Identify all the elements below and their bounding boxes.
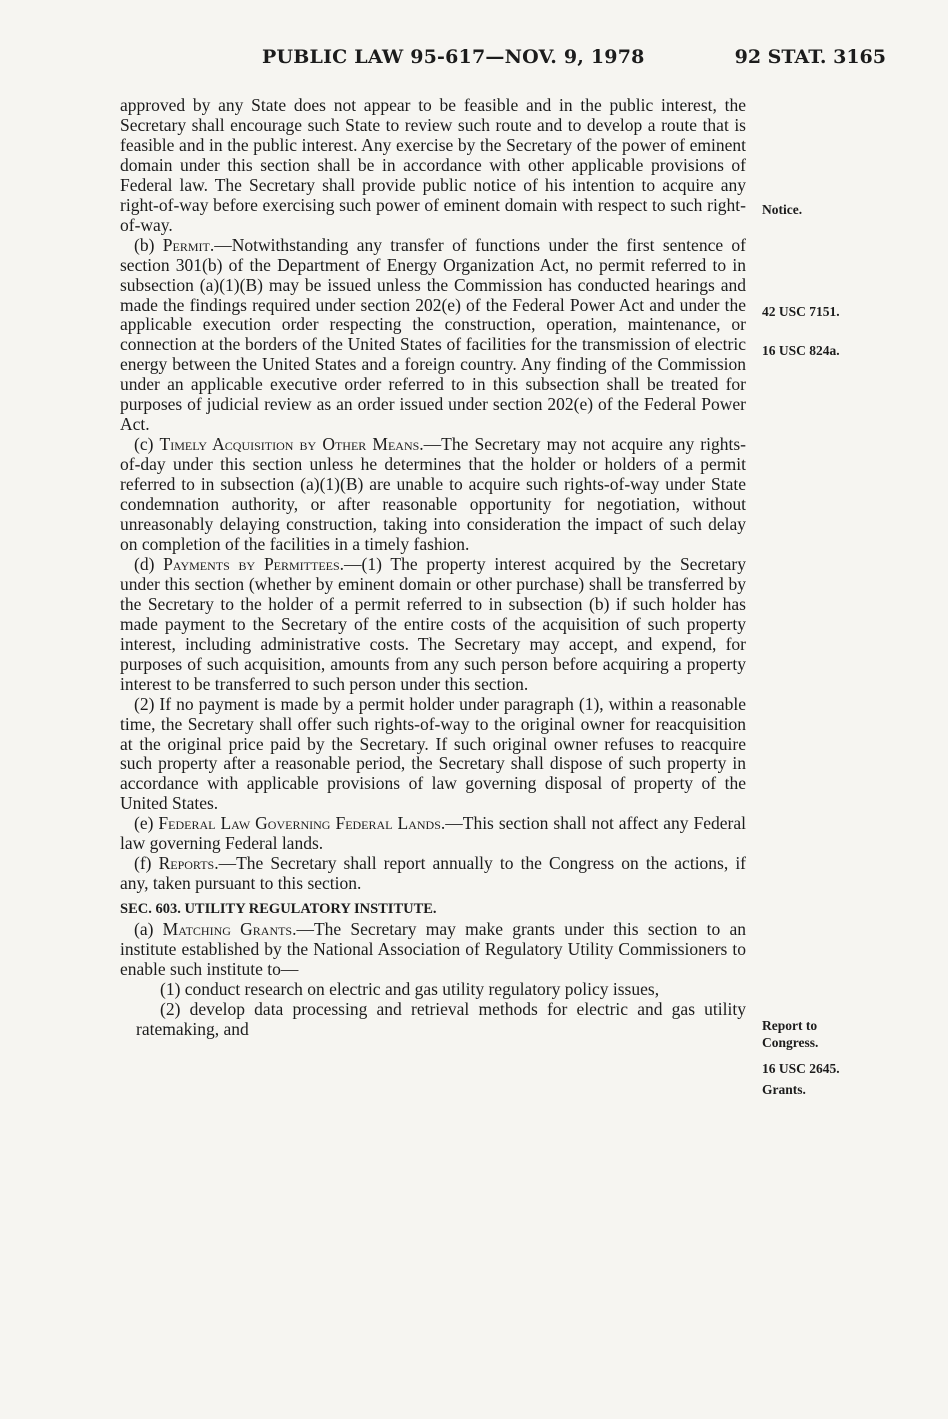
law-title: PUBLIC LAW 95-617—NOV. 9, 1978 [262, 46, 645, 68]
subsection-a-label: (a) [134, 919, 163, 940]
subsection-e-heading: Federal Law Governing Federal Lands. [158, 813, 446, 834]
subsection-f-text: —The Secretary shall report annually to the Congress on the actions, if any, taken pursuant to this section. [120, 853, 747, 894]
subsection-e [120, 814, 746, 854]
subsection-d-2: (2) If no payment is made by a permit holder under paragraph (1), within a reasonable time, the Secretary shall offer such rights-of-way to the original owner for reacquisition at the original price paid by the Secretary. If such original owner refuses to reacquire such property after a reasonable period, the Secretary shall dispose of such property in accordance with applicable provisions of law governing disposal of property of the United States. [120, 693, 746, 814]
subsection-e-label: (e) [134, 813, 159, 834]
subsection-f [120, 854, 746, 894]
body-text [120, 96, 746, 1040]
subsection-a [120, 920, 746, 980]
paragraph-continued: approved by any State does not appear to be feasible and in the public interest, the Secretary shall encourage such State to review such route and to develop a route that is feasible and in the public interest. Any exercise by the Secretary of the power of eminent domain under this section shall be in accordance with other applicable provisions of Federal law. The Secretary shall provide public notice of his intention to acquire any right-of-way before exercising such power of eminent domain with respect to such right-of-way. [120, 95, 746, 235]
subsection-b [120, 236, 746, 436]
subsection-c-label: (c) [134, 434, 160, 455]
list-item-1: (1) conduct research on electric and gas utility regulatory policy issues, [160, 978, 660, 999]
subsection-d-label: (d) [134, 553, 164, 574]
subsection-b-heading: Permit. [162, 234, 215, 255]
subsection-e-text: —This section shall not affect any Federal law governing Federal lands. [120, 813, 747, 854]
statute-page: 92 STAT. 3165 [734, 46, 886, 68]
margin-note-grants: Grants. [762, 1082, 806, 1097]
subsection-b-label: (b) [134, 234, 163, 255]
subsection-b-text: —Notwithstanding any transfer of functions under the first sentence of section 301(b) of the Department of Energy Organization Act, no permit referred to in subsection (a)(1)(B) may be issued unless the Commission has conducted hearings and made the findings required under section 202(e) of the Federal Power Act and under the applicable execution order respecting the construction, operation, maintenance, or connection at the borders of the United States of facilities for the transmission of electric energy between the United States and a foreign country. Any finding of the Commission under an applicable executive order referred to in this subsection shall be treated for purposes of judicial review as an order issued under section 202(e) of the Federal Power Act. [120, 234, 747, 435]
subsection-c-text: —The Secretary may not acquire any rights-of-day under this section unless he determines that the holder or holders of a permit referred to in subsection (a)(1)(B) are unable to acquire such rights-of-way under State condemnation authority, or after reasonable opportunity for negotiation, without unreasonably delaying construction, taking into consideration the impact of such delay on completion of the facilities in a timely fashion. [120, 434, 746, 554]
margin-note-report-to-congress: Report to Congress. [762, 1018, 819, 1050]
margin-note-notice: Notice. [762, 202, 803, 217]
subsection-a-heading: Matching Grants. [162, 919, 297, 940]
subsection-d-text: —(1) The property interest acquired by the Secretary under this section (whether by eminent domain or other purchase) shall be transferred by the Secretary to the holder of a permit referred to in subsection (b) if such holder has made payment to the Secretary of the entire costs of the acquisition of such property interest, including administrative costs. The Secretary may accept, and expend, for purposes of such acquisition, amounts from any such person before acquiring a property interest to be transferred to such person under this section. [120, 553, 747, 694]
subsection-d-heading: Payments by Permittees. [163, 553, 345, 574]
page-header [0, 46, 948, 72]
margin-note-16-usc-824a: 16 USC 824a. [762, 343, 840, 358]
margin-note-42-usc-7151: 42 USC 7151. [762, 304, 840, 319]
subsection-c [120, 435, 746, 555]
subsection-f-label: (f) [134, 853, 159, 874]
subsection-d [120, 555, 746, 695]
subsection-c-heading: Timely Acquisition by Other Means. [159, 434, 424, 455]
subsection-f-heading: Reports. [158, 853, 219, 874]
margin-note-16-usc-2645: 16 USC 2645. [762, 1061, 840, 1076]
list-item-2: (2) develop data processing and retrieval methods for electric and gas utility ratemaking, and [136, 998, 746, 1039]
subsection-a-text: —The Secretary may make grants under this section to an institute established by the National Association of Regulatory Utility Commissioners to enable such institute to— [120, 919, 746, 979]
section-heading: SEC. 603. UTILITY REGULATORY INSTITUTE. [120, 901, 437, 918]
